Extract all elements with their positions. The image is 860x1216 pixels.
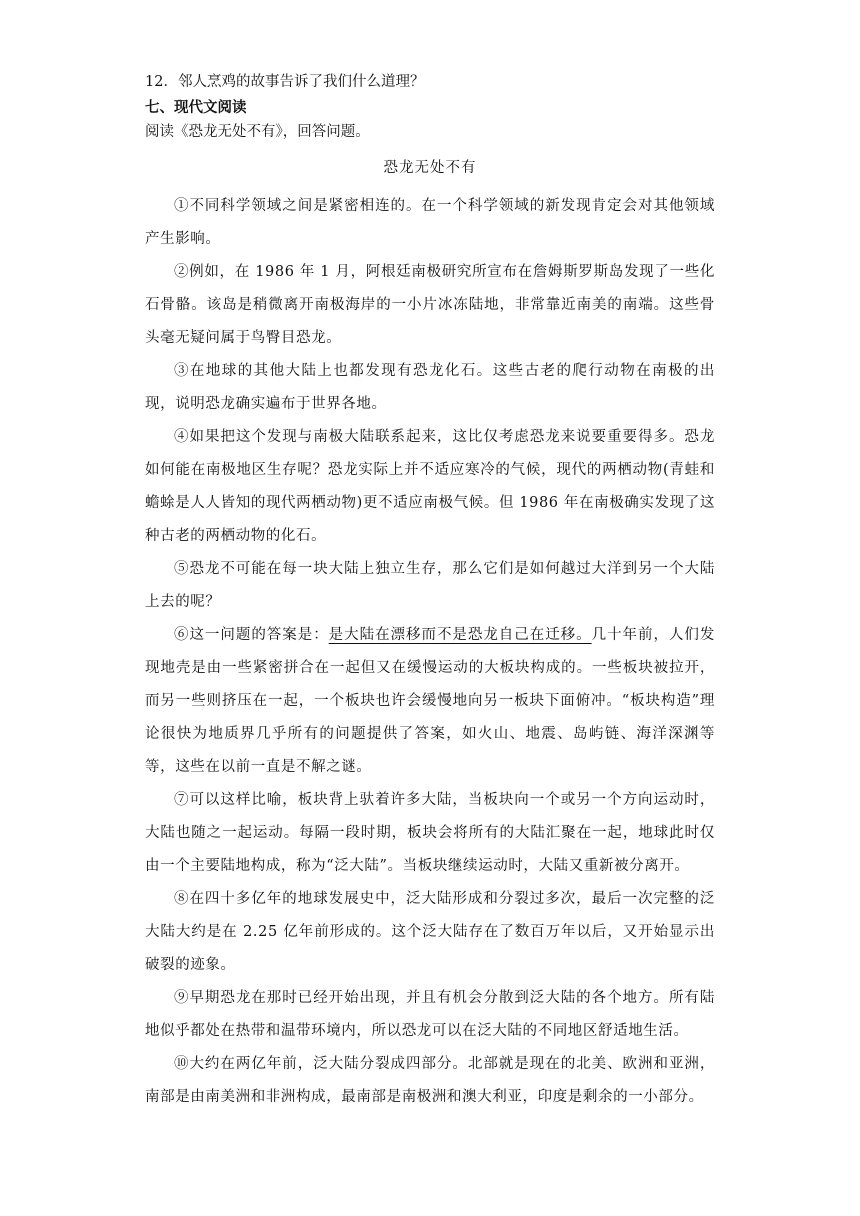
document-content (145, 70, 715, 1114)
reading-instruction: 阅读《恐龙无处不有》，回答问题。 (145, 124, 370, 140)
paragraph-7: ⑦可以这样比喻，板块背上驮着许多大陆，当板块向一个或另一个方向运动时，大陆也随之一起运动。每隔一段时期，板块会将所有的大陆汇聚在一起，地球此时仅由一个主要陆地构成，称为“泛大陆”。当板块继续运动时，大陆又重新被分离开。 (145, 792, 715, 874)
article-title: 恐龙无处不有 (383, 160, 477, 176)
paragraph-5: ⑤恐龙不可能在每一块大陆上独立生存，那么它们是如何越过大洋到另一个大陆上去的呢？ (145, 561, 715, 610)
paragraph-6-lead: ⑥这一问题的答案是： (174, 627, 329, 643)
underlined-answer-sentence: 是大陆在漂移而不是恐龙自己在迁移。 (328, 627, 592, 643)
paragraph-6 (145, 619, 715, 784)
paragraph-10: ⑩大约在两亿年前，泛大陆分裂成四部分。北部就是现在的北美、欧洲和亚洲，南部是由南美洲和非洲构成，最南部是南极洲和澳大利亚，印度是剩余的一小部分。 (145, 1056, 715, 1105)
paragraph-3: ③在地球的其他大陆上也都发现有恐龙化石。这些古老的爬行动物在南极的出现，说明恐龙确实遍布于世界各地。 (145, 363, 715, 412)
paragraph-2: ②例如，在 1986 年 1 月，阿根廷南极研究所宣布在詹姆斯罗斯岛发现了一些化石骨骼。该岛是稍微离开南极海岸的一小片冰冻陆地，非常靠近南美的南端。这些骨头毫无疑问属于鸟臀目恐龙。 (145, 264, 715, 346)
paragraph-8: ⑧在四十多亿年的地球发展史中，泛大陆形成和分裂过多次，最后一次完整的泛大陆大约是在 2.25 亿年前形成的。这个泛大陆存在了数百万年以后，又开始显示出破裂的迹象。 (145, 891, 715, 973)
paragraph-9: ⑨早期恐龙在那时已经开始出现，并且有机会分散到泛大陆的各个地方。所有陆地似乎都处在热带和温带环境内，所以恐龙可以在泛大陆的不同地区舒适地生活。 (145, 990, 715, 1039)
paragraph-6-rest: 几十年前，人们发现地壳是由一些紧密拼合在一起但又在缓慢运动的大板块构成的。一些板块被拉开，而另一些则挤压在一起，一个板块也许会缓慢地向另一板块下面俯冲。“板块构造”理论很快为地质界几乎所有的问题提供了答案，如火山、地震、岛屿链、海洋深渊等等，这些在以前一直是不解之谜。 (145, 627, 715, 775)
question-12: 12．邻人烹鸡的故事告诉了我们什么道理？ (145, 74, 425, 90)
paragraph-4: ④如果把这个发现与南极大陆联系起来，这比仅考虑恐龙来说要重要得多。恐龙如何能在南极地区生存呢？恐龙实际上并不适应寒冷的气候，现代的两栖动物(青蛙和蟾蜍是人人皆知的现代两栖动物)更不适应南极气候。但 1986 年在南极确实发现了这种古老的两栖动物的化石。 (145, 429, 715, 544)
paragraph-1: ①不同科学领域之间是紧密相连的。在一个科学领域的新发现肯定会对其他领域产生影响。 (145, 198, 715, 247)
section-heading: 七、现代文阅读 (145, 100, 247, 116)
